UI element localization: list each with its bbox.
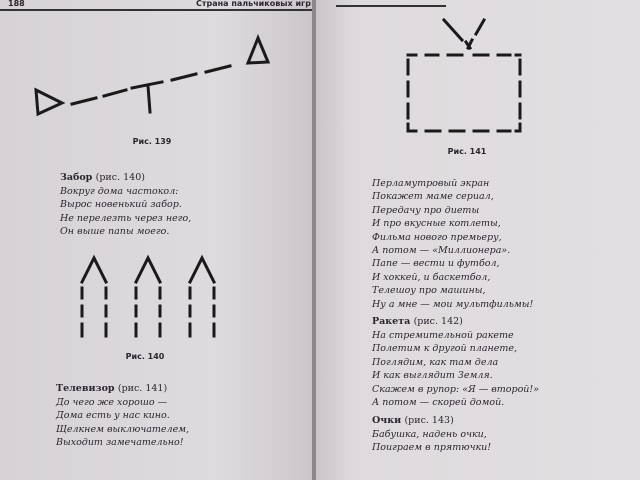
verse-line: И про вкусные котлеты, (372, 218, 501, 230)
verse-line: Покажет маме сериал, (372, 191, 494, 203)
verse-line: Папе — вести и футбол, (372, 258, 500, 270)
raketa-title: Ракета (372, 316, 411, 327)
page-number: 188 (8, 0, 25, 8)
verse-line: Вокруг дома частокол: (60, 186, 179, 197)
televizor-verse (56, 396, 189, 450)
raketa-ref: (рис. 142) (413, 316, 463, 327)
dash (104, 90, 126, 96)
figure-141-caption: Рис. 141 (447, 147, 487, 156)
picket-1 (82, 258, 106, 336)
verse-line: Не перелезть через него, (60, 212, 192, 224)
verse-line: Он выше папы моего. (60, 226, 170, 238)
verse-line: Вырос новенький забор. (60, 199, 182, 211)
raketa-verse (372, 329, 539, 409)
verse-line: Поиграем в прятючки! (372, 442, 492, 454)
dash (206, 66, 230, 72)
figure-141-illustration (316, 0, 640, 150)
zabor-heading (60, 172, 145, 183)
verse-line: На стремительной ракете (372, 330, 514, 341)
televizor-heading (56, 383, 167, 394)
verse-line: Полетим к другой планете, (372, 343, 518, 355)
verse-line: Выходит замечательно! (56, 437, 184, 449)
verse-line: Дома есть у нас кино. (56, 410, 170, 422)
left-page (0, 0, 312, 480)
verse-line: И как выглядит Земля. (372, 370, 493, 382)
ochki-ref: (рис. 143) (404, 415, 454, 426)
verse-line: До чего же хорошо — (56, 397, 168, 408)
picket-2 (136, 258, 160, 336)
verse-line: Передачу про диеты (372, 204, 480, 216)
picket-3 (190, 258, 214, 336)
left-triangle (36, 90, 62, 114)
running-head: Страна пальчиковых игр (196, 0, 311, 8)
televizor-ref: (рис. 141) (117, 383, 168, 394)
t-stem (148, 86, 150, 112)
tv-screen (408, 55, 520, 131)
verse-line: Перламутровый экран (372, 178, 490, 189)
figure-139-caption: Рис. 139 (132, 137, 172, 146)
verse-line: И хоккей, и баскетбол, (372, 271, 491, 283)
right-page (316, 0, 640, 480)
verse-line: Бабушка, надень очки, (372, 429, 487, 440)
dash (72, 98, 96, 104)
verse-line: Фильма нового премьеру, (372, 231, 502, 243)
verse-line: Поглядим, как там дела (372, 356, 499, 368)
televizor-title: Телевизор (56, 383, 115, 394)
ochki-title: Очки (372, 415, 402, 426)
tv-poem (372, 177, 533, 311)
raketa-heading (372, 316, 463, 327)
dash (172, 74, 196, 80)
zabor-ref: (рис. 140) (95, 172, 145, 183)
verse-line: Щелкнем выключателем, (56, 423, 190, 435)
figure-140-caption: Рис. 140 (125, 352, 165, 361)
verse-line: А потом — скорей домой. (372, 396, 505, 408)
verse-line: Телешоу про машины, (372, 285, 486, 297)
verse-line: Ну а мне — мои мультфильмы! (372, 298, 534, 310)
ochki-verse (372, 428, 491, 455)
figure-139-illustration (0, 0, 312, 130)
right-triangle (248, 38, 268, 63)
tv-antenna (444, 20, 484, 48)
figure-140-illustration (0, 250, 312, 350)
zabor-title: Забор (60, 172, 93, 183)
ochki-heading (372, 415, 454, 426)
verse-line: А потом — «Миллионера». (372, 244, 511, 256)
zabor-verse (60, 185, 191, 239)
verse-line: Скажем в рупор: «Я — второй!» (372, 383, 540, 395)
